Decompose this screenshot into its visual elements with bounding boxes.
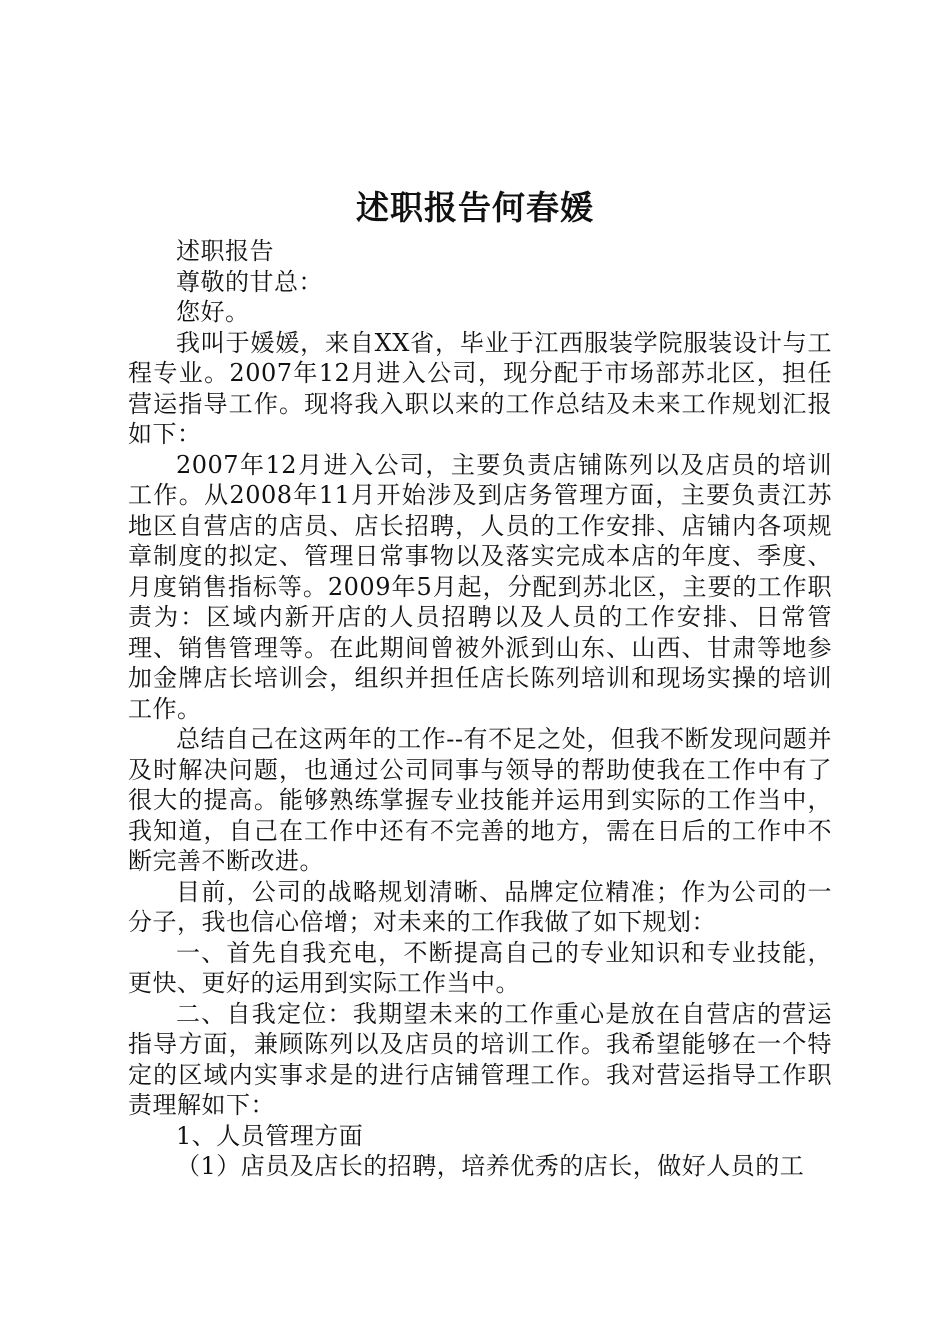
paragraph-salutation: 尊敬的甘总： bbox=[176, 267, 323, 296]
paragraph-plan-one: 一、首先自我充电，不断提高自己的专业知识和专业技能，更快、更好的运用到实际工作当中。 bbox=[128, 938, 832, 997]
paragraph-list-item: （1）店员及店长的招聘，培养优秀的店长，做好人员的工 bbox=[176, 1152, 805, 1180]
paragraph-work-history: 2007年12月进入公司，主要负责店铺陈列以及店员的培训工作。从2008年11月开始涉及到店务管理方面，主要负责江苏地区自营店的店员、店长招聘，人员的工作安排、店铺内各项规章制度的拟定、管理日常事物以及落实完成本店的年度、季度、月度销售指标等。2009年5月起，分配到苏北区，主要的工作职责为：区域内新开店的人员招聘以及人员的工作安排、日常管理、销售管理等。在此期间曾被外派到山东、山西、甘肃等地参加金牌店长培训会，组织并担任店长陈列培训和现场实操的培训工作。 bbox=[128, 450, 832, 723]
paragraph-introduction: 我叫于媛媛，来自XX省，毕业于江西服装学院服装设计与工程专业。2007年12月进入公司，现分配于市场部苏北区，担任营运指导工作。现将我入职以来的工作总结及未来工作规划汇报如下： bbox=[128, 328, 832, 448]
paragraph-heading: 述职报告 bbox=[176, 237, 274, 265]
paragraph-outlook: 目前，公司的战略规划清晰、品牌定位精准；作为公司的一分子，我也信心倍增；对未来的工作我做了如下规划： bbox=[128, 877, 832, 936]
paragraph-section-heading: 1、人员管理方面 bbox=[176, 1121, 364, 1150]
paragraph-summary: 总结自己在这两年的工作--有不足之处，但我不断发现问题并及时解决问题，也通过公司同事与领导的帮助使我在工作中有了很大的提高。能够熟练掌握专业技能并运用到实际的工作当中，我知道，自己在工作中还有不完善的地方，需在日后的工作中不断完善不断改进。 bbox=[128, 725, 832, 875]
paragraph-greeting: 您好。 bbox=[176, 298, 250, 326]
document-title: 述职报告何春媛 bbox=[356, 188, 594, 227]
paragraph-plan-two: 二、自我定位：我期望未来的工作重心是放在自营店的营运指导方面，兼顾陈列以及店员的培训工作。我希望能够在一个特定的区域内实事求是的进行店铺管理工作。我对营运指导工作职责理解如下： bbox=[128, 999, 832, 1119]
document-body bbox=[128, 236, 832, 1182]
